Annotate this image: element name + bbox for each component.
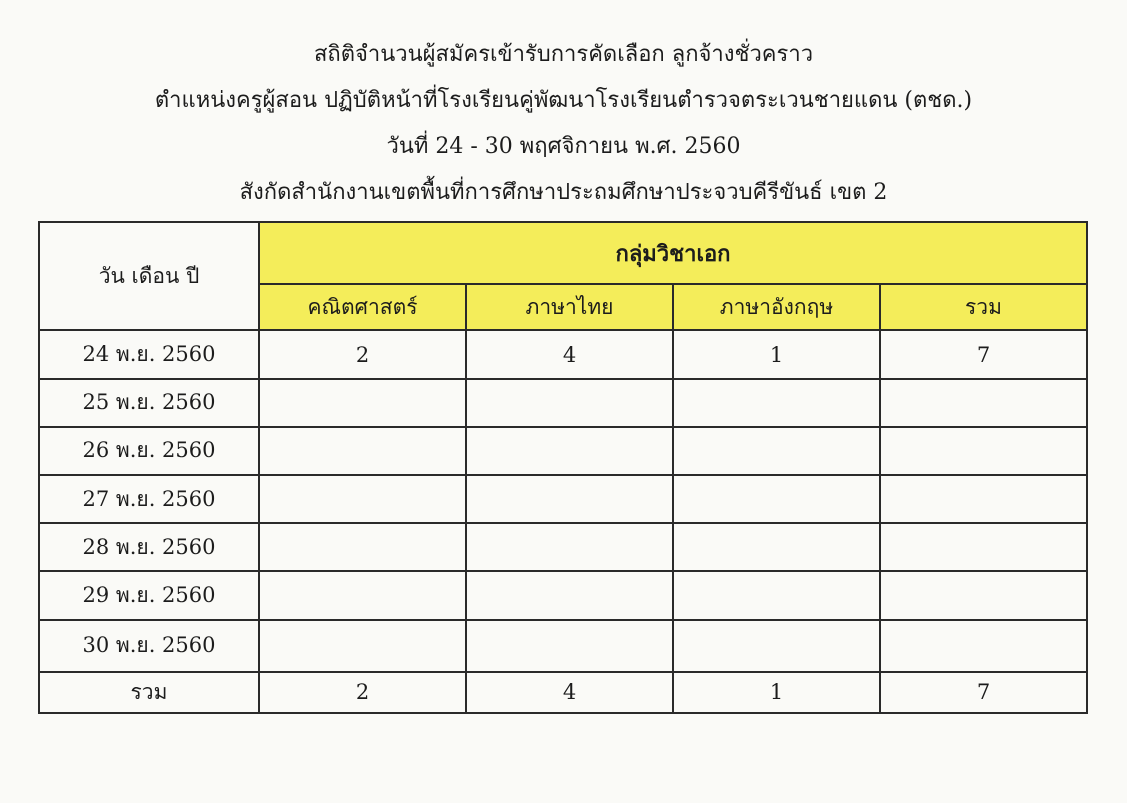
total-math: 2 xyxy=(259,672,466,713)
cell-thai xyxy=(466,475,673,523)
table-row xyxy=(39,475,1087,523)
date-column-header: วัน เดือน ปี xyxy=(39,222,259,330)
document-title-block xyxy=(0,40,1127,224)
cell-math xyxy=(259,571,466,619)
cell-english xyxy=(673,523,880,571)
title-line-1: สถิติจำนวนผู้สมัครเข้ารับการคัดเลือก ลูกจ้างชั่วคราว xyxy=(313,42,814,67)
applicant-stats-table xyxy=(38,221,1088,714)
cell-math xyxy=(259,475,466,523)
row-date: 28 พ.ย. 2560 xyxy=(39,523,259,571)
cell-thai xyxy=(466,427,673,475)
total-english: 1 xyxy=(673,672,880,713)
subject-header-english: ภาษาอังกฤษ xyxy=(673,284,880,330)
cell-english xyxy=(673,475,880,523)
row-date: 29 พ.ย. 2560 xyxy=(39,571,259,619)
subject-group-header: กลุ่มวิชาเอก xyxy=(259,222,1087,284)
row-date: 24 พ.ย. 2560 xyxy=(39,330,259,378)
table-row xyxy=(39,523,1087,571)
total-all: 7 xyxy=(880,672,1087,713)
total-row-label: รวม xyxy=(39,672,259,713)
cell-math: 2 xyxy=(259,330,466,378)
cell-thai xyxy=(466,523,673,571)
row-date: 25 พ.ย. 2560 xyxy=(39,379,259,427)
table-row xyxy=(39,571,1087,619)
cell-total xyxy=(880,475,1087,523)
row-date: 26 พ.ย. 2560 xyxy=(39,427,259,475)
subject-header-total: รวม xyxy=(880,284,1087,330)
cell-total xyxy=(880,571,1087,619)
cell-english xyxy=(673,427,880,475)
title-line-2: ตำแหน่งครูผู้สอน ปฏิบัติหน้าที่โรงเรียนคู่พัฒนาโรงเรียนตำรวจตระเวนชายแดน (ตชด.) xyxy=(154,88,973,113)
cell-thai xyxy=(466,571,673,619)
cell-total: 7 xyxy=(880,330,1087,378)
table-row xyxy=(39,427,1087,475)
cell-thai: 4 xyxy=(466,330,673,378)
subject-header-thai: ภาษาไทย xyxy=(466,284,673,330)
cell-english: 1 xyxy=(673,330,880,378)
cell-total xyxy=(880,523,1087,571)
cell-math xyxy=(259,523,466,571)
cell-math xyxy=(259,620,466,672)
cell-thai xyxy=(466,620,673,672)
cell-english xyxy=(673,571,880,619)
table-row xyxy=(39,330,1087,378)
title-line-3: วันที่ 24 - 30 พฤศจิกายน พ.ศ. 2560 xyxy=(386,134,741,159)
title-line-4: สังกัดสำนักงานเขตพื้นที่การศึกษาประถมศึกษาประจวบคีรีขันธ์ เขต 2 xyxy=(239,180,888,205)
table-header-row xyxy=(39,222,1087,284)
cell-total xyxy=(880,427,1087,475)
total-row xyxy=(39,672,1087,713)
cell-total xyxy=(880,620,1087,672)
table-row xyxy=(39,620,1087,672)
cell-english xyxy=(673,620,880,672)
table-row xyxy=(39,379,1087,427)
subject-header-math: คณิตศาสตร์ xyxy=(259,284,466,330)
cell-thai xyxy=(466,379,673,427)
cell-math xyxy=(259,379,466,427)
cell-english xyxy=(673,379,880,427)
cell-total xyxy=(880,379,1087,427)
cell-math xyxy=(259,427,466,475)
row-date: 27 พ.ย. 2560 xyxy=(39,475,259,523)
total-thai: 4 xyxy=(466,672,673,713)
row-date: 30 พ.ย. 2560 xyxy=(39,620,259,672)
